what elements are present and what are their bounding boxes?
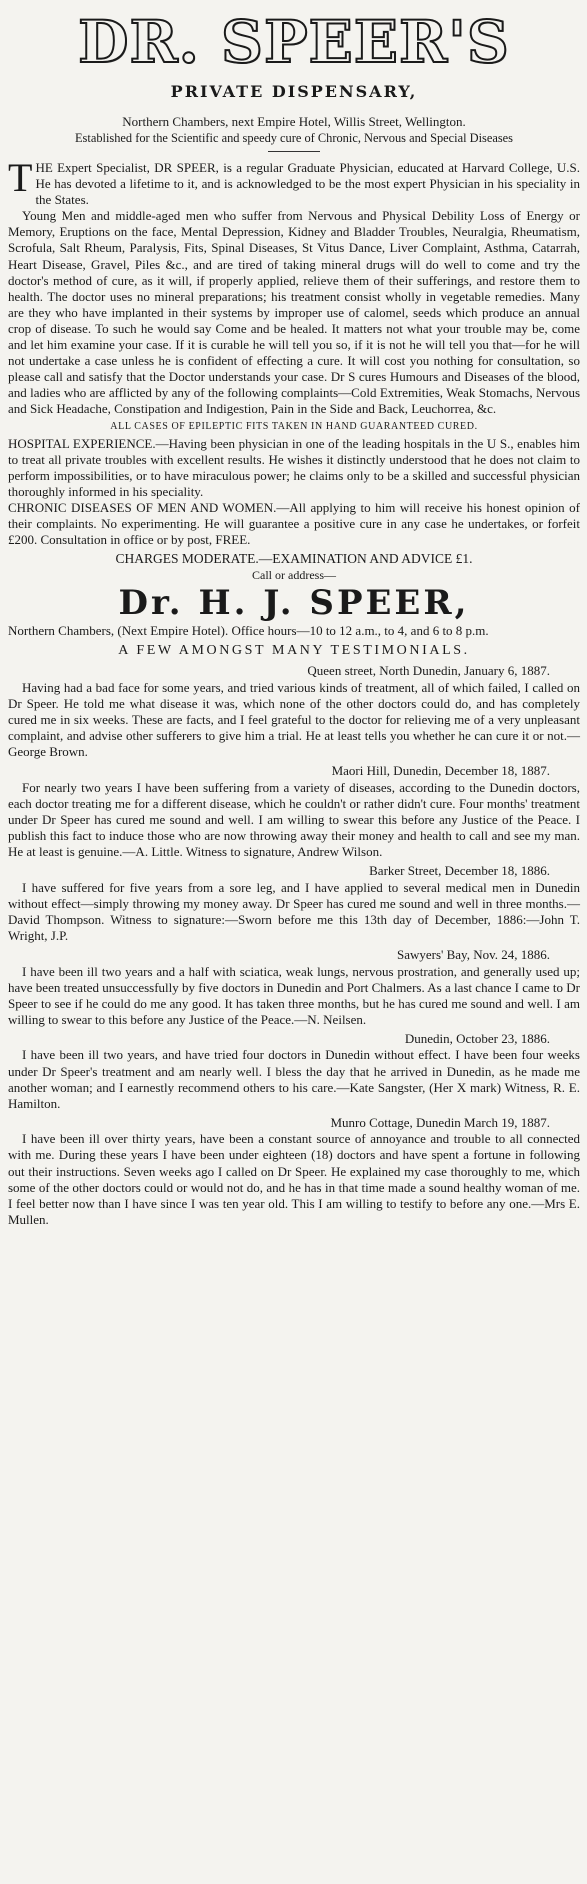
drop-cap-letter: T bbox=[8, 155, 33, 200]
testimonial bbox=[8, 663, 580, 760]
testimonial-body: I have suffered for five years from a sore leg, and I have applied to several medical men in Dunedin without effect—simply throwing my money away. Dr Speer has cured me sound and well in three months.—David Thompson. Witness to signature:—Sworn before me this 13th day of December, 1886:—John T. Wright, J.P. bbox=[8, 879, 580, 943]
testimonial bbox=[8, 863, 580, 944]
hospital-experience-paragraph: HOSPITAL EXPERIENCE.—Having been physician in one of the leading hospitals in the U S., enables him to treat all private troubles with excellent results. He wishes it distinctly understood that he does not claim to perform impossibilities, or to have miraculous power; he claims only to be a skilled and successful physician thoroughly informed in his speciality. bbox=[8, 435, 580, 499]
doctor-name: Dr. H. J. SPEER, bbox=[118, 583, 470, 624]
address-line: Northern Chambers, next Empire Hotel, Willis Street, Wellington. bbox=[122, 114, 466, 129]
intro-paragraph bbox=[8, 155, 580, 208]
testimonial-dateline: Maori Hill, Dunedin, December 18, 1887. bbox=[331, 763, 550, 779]
intro-text: HE Expert Specialist, DR SPEER, is a regular Graduate Physician, educated at Harvard College, U.S. He has devoted a lifetime to it, and is acknowledged to be the most expert Physician in his speciality in the States. bbox=[35, 160, 580, 208]
charges-line: CHARGES MODERATE.—EXAMINATION AND ADVICE £1. bbox=[115, 551, 473, 567]
epileptic-guarantee-line: ALL CASES OF EPILEPTIC FITS TAKEN IN HAND GUARANTEED CURED. bbox=[110, 420, 478, 432]
testimonial-body: I have been ill two years and a half with sciatica, weak lungs, nervous prostration, and generally used up; have been treated unsuccessfully by five doctors in Dunedin and Port Chalmers. As a last chance I came to Dr Speer to see if he could do me any good. It has taken three months, but he has cured me sound and well. I am willing to swear to this before any Justice of the Peace.—N. Neilsen. bbox=[8, 963, 580, 1027]
testimonials-heading: A FEW AMONGST MANY TESTIMONIALS. bbox=[118, 643, 470, 659]
testimonial-body: I have been ill over thirty years, have been a constant source of annoyance and trouble to all connected with me. During these years I have been under eighteen (18) doctors and have spent a fortune in following out their instructions. Seven weeks ago I called on Dr Speer. He explained my case thoroughly to me, which some of the other doctors could or would not do, and he has in that time made a sound healthy woman of me. I feel better now than I have since I was ten year old. This I am willing to testify to before any one.—Mrs E. Mullen. bbox=[8, 1131, 580, 1227]
masthead-title: DR. SPEER'S bbox=[78, 8, 510, 76]
testimonial bbox=[8, 763, 580, 860]
testimonial-dateline: Sawyers' Bay, Nov. 24, 1886. bbox=[396, 947, 550, 963]
testimonial bbox=[8, 1031, 580, 1112]
testimonial-dateline: Munro Cottage, Dunedin March 19, 1887. bbox=[330, 1114, 550, 1130]
testimonial-dateline: Barker Street, December 18, 1886. bbox=[369, 863, 550, 879]
established-line: Established for the Scientific and speedy cure of Chronic, Nervous and Special Diseases bbox=[74, 131, 514, 145]
testimonial-dateline: Dunedin, October 23, 1886. bbox=[404, 1030, 550, 1046]
testimonial-body: Having had a bad face for some years, and tried various kinds of treatment, all of which failed, I called on Dr Speer. He told me what disease it was, which none of the other doctors could do, and has completely cured me in six weeks. These are facts, and I feel grateful to the doctor for relieving me of a very unpleasant complaint, and advise other sufferers to give him a trial. He at least tells you whether he can cure it or not.—George Brown. bbox=[8, 679, 580, 760]
testimonial-body: For nearly two years I have been suffering from a variety of diseases, according to the Dunedin doctors, each doctor treating me for a different disease, which he couldn't or rather didn't cure. Four months' treatment under Dr Speer has cured me sound and well. I am willing to swear this before any Justice of the Peace. I publish this fact to induce those who are now throwing away their money and health to call and see my man. He at least is genuine.—A. Little. Witness to signature, Andrew Wilson. bbox=[8, 779, 580, 860]
call-or-address-line: Call or address— bbox=[252, 568, 336, 583]
testimonial bbox=[8, 1115, 580, 1228]
dispensary-subtitle: PRIVATE DISPENSARY, bbox=[170, 82, 418, 101]
office-hours-line: Northern Chambers, (Next Empire Hotel). Office hours—10 to 12 a.m., to 4, and 6 to 8 p.m. bbox=[8, 623, 489, 639]
ailments-paragraph: Young Men and middle-aged men who suffer from Nervous and Physical Debility Loss of Energy or Memory, Eruptions on the face, Mental Depression, Kidney and Bladder Troubles, Neuralgia, Rheumatism, Scrofula, Salt Rheum, Paralysis, Fits, Spinal Diseases, St Vitus Dance, Liver Complaint, Asthma, Catarrah, Heart Disease, Gravel, Piles &c., and are tired of taking mineral drugs will do well to come and try the doctor's method of cure, as it will, if properly applied, relieve them of their sufferings, and restore them to health. The doctor uses no mineral preparations; his treatment consist wholly in vegetable remedies. Many are they who have implanted in their systems by improper use of calomel, seeds which produce an annual crop of disease. To such he would say Come and be healed. It matters not what your trouble may be, come and let him examine your case. If it is curable he will tell you so, if it is not he will tell you that—for he will not undertake a case unless he is confident of effecting a cure. It will cost you nothing for consultation, so please call and satisfy that the Doctor understands your case. Dr S cures Humours and Diseases of the blood, and ladies who are afflicted by any of the following complaints—Cold Extremities, Weak Stomachs, Nervous and Sick Headache, Constipation and Indigestion, Pain in the Side and Back, Leuchorrea, &c. bbox=[8, 208, 580, 417]
testimonial-dateline: Queen street, North Dunedin, January 6, 1887. bbox=[307, 663, 550, 679]
divider-rule bbox=[268, 151, 320, 152]
chronic-diseases-paragraph: CHRONIC DISEASES OF MEN AND WOMEN.—All applying to him will receive his honest opinion of their complaints. No experimenting. He will guarantee a positive cure in any case he undertakes, or forfeit £200. Consultation in office or by post, FREE. bbox=[8, 499, 580, 548]
testimonial bbox=[8, 947, 580, 1028]
testimonial-body: I have been ill two years, and have tried four doctors in Dunedin without effect. I have been four weeks under Dr Speer's treatment and am nearly well. I bless the day that he arrived in Dunedin, as he made me another woman; and I earnestly recommend others to his care.—Kate Sangster, (Her X mark) Witness, R. E. Hamilton. bbox=[8, 1047, 580, 1111]
